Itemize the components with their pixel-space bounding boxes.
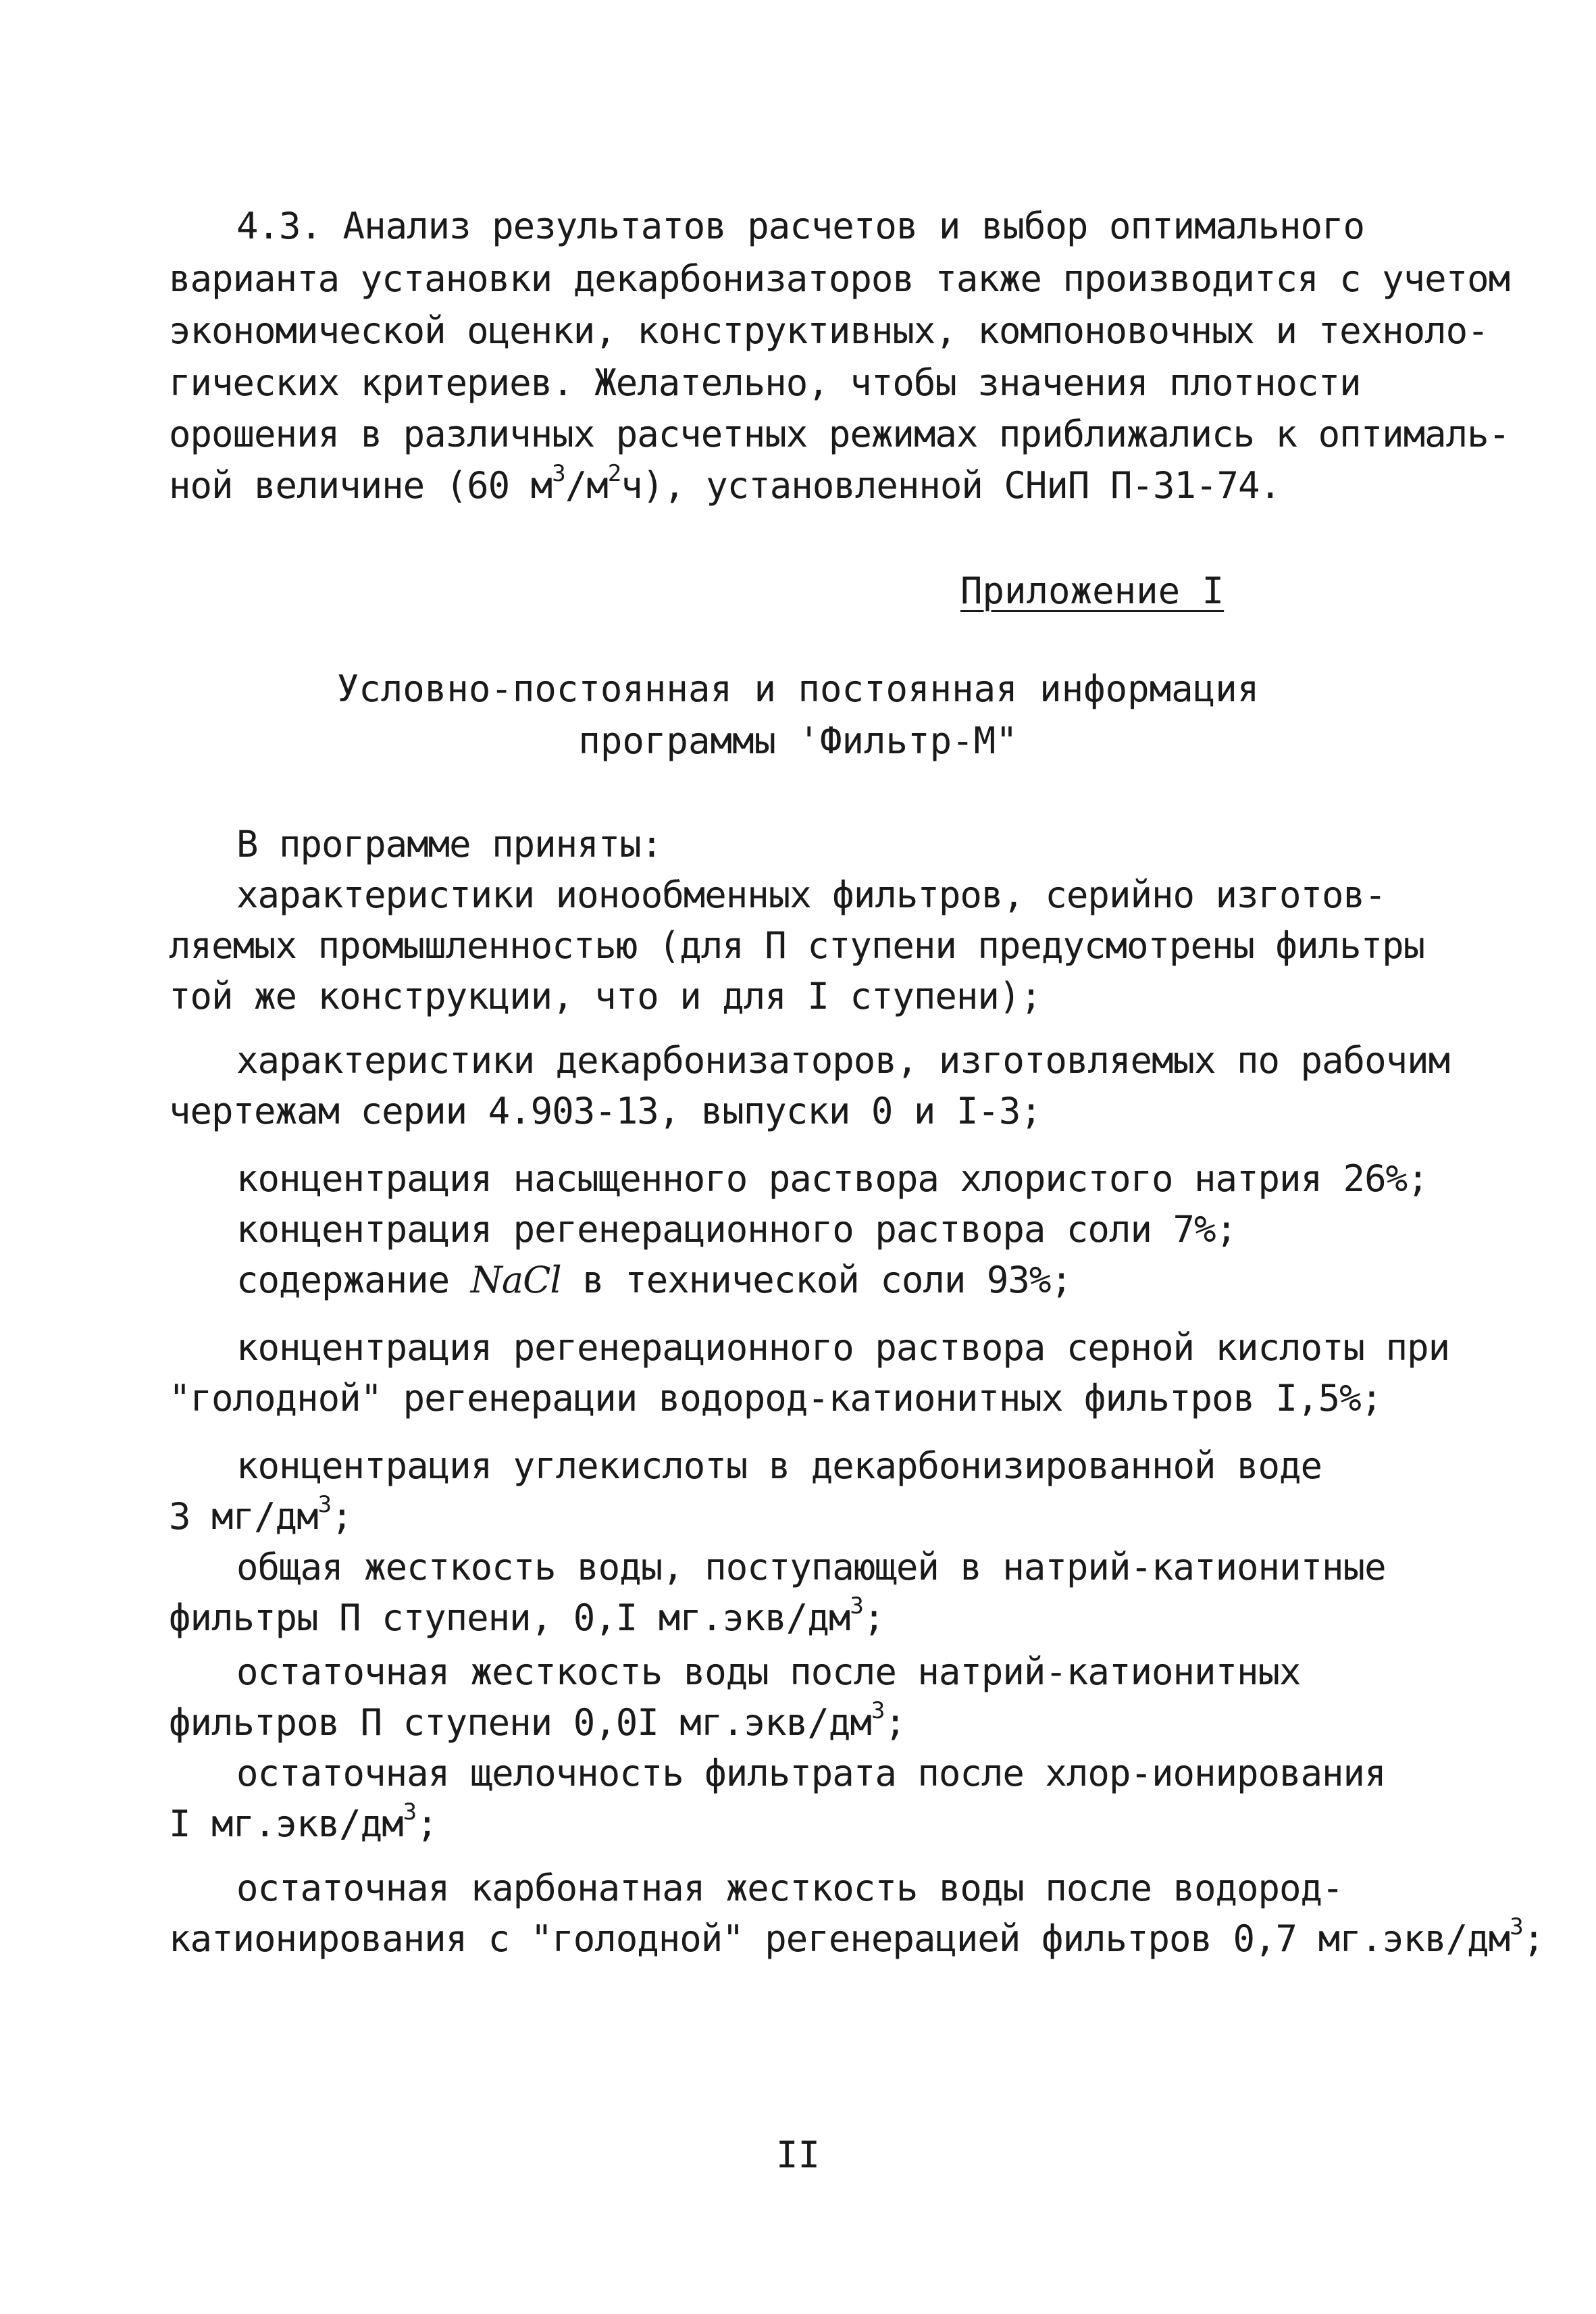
section-4-3-line-5: орошения в различных расчетных режимах приближались к оптималь- [169, 413, 1510, 455]
para-7-line-2: фильтров П ступени 0,0I $мг.экв/дм^3$; [169, 1697, 906, 1744]
para-1-line-3: той же конструкции, что и для I ступени); [169, 975, 1041, 1017]
para-2-line-1: характеристики декарбонизаторов, изготовляемых по рабочим [236, 1039, 1450, 1082]
section-4-3-line-3: экономической оценки, конструктивных, компоновочных и техноло- [169, 309, 1489, 352]
para-1-line-1: характеристики ионообменных фильтров, серийно изготов- [236, 874, 1386, 916]
para-2-line-2: чертежам серии 4.903-13, выпуски 0 и I-3; [169, 1090, 1041, 1132]
para-5-line-2: 3 $мг/дм^3$; [169, 1491, 353, 1538]
intro-line: В программе приняты: [236, 823, 663, 865]
para-5-line-1: концентрация углекислоты в декарбонизированной воде [236, 1444, 1322, 1487]
para-4-line-2: "голодной" регенерации водород-катионитных фильтров I,5%; [169, 1377, 1383, 1419]
page-number: II [775, 2134, 821, 2176]
nacl-formula: NaCl [470, 1259, 561, 1301]
para-6-line-2: фильтры П ступени, 0,I $мг.экв/дм^3$; [169, 1592, 885, 1639]
appendix-label: Приложение I [960, 570, 1225, 612]
para-8-line-2: I $мг.экв/дм^3$; [169, 1799, 438, 1845]
para-7-line-1: остаточная жесткость воды после натрий-катионитных [236, 1651, 1301, 1693]
section-4-3-line-2: варианта установки декарбонизаторов также производится с учетом [169, 257, 1510, 300]
appendix-title-line-1: Условно-постоянная и постоянная информация [336, 668, 1260, 710]
para-1-line-2: ляемых промышленностью (для П ступени предусмотрены фильтры [169, 924, 1425, 967]
para-8-line-1: остаточная щелочность фильтрата после хлор-ионирования [236, 1752, 1386, 1794]
para-9-line-2: катионирования с "голодной" регенерацией фильтров 0,7 $мг.экв/дм^3$; [169, 1913, 1545, 1960]
section-4-3-line-4: гических критериев. Желательно, чтобы значения плотности [169, 361, 1361, 404]
section-4-3-line-6: ной величине (60 $м^3/м^2ч$), установленной СНиП П-31-74. [169, 460, 1281, 507]
para-3-line-1: концентрация насыщенного раствора хлористого натрия 26%; [236, 1157, 1428, 1200]
appendix-title-line-2: программы 'Фильтр-М" [578, 720, 1018, 762]
para-3-line-2: концентрация регенерационного раствора соли 7%; [236, 1208, 1237, 1251]
para-4-line-1: концентрация регенерационного раствора серной кислоты при [236, 1326, 1450, 1369]
para-3-line-3: содержание NaCl в технической соли 93%; [236, 1259, 1072, 1301]
section-4-3-line-1: 4.3. Анализ результатов расчетов и выбор оптимального [236, 205, 1365, 247]
para-6-line-1: общая жесткость воды, поступающей в натрий-катионитные [236, 1546, 1386, 1588]
para-9-line-1: остаточная карбонатная жесткость воды после водород- [236, 1867, 1343, 1909]
